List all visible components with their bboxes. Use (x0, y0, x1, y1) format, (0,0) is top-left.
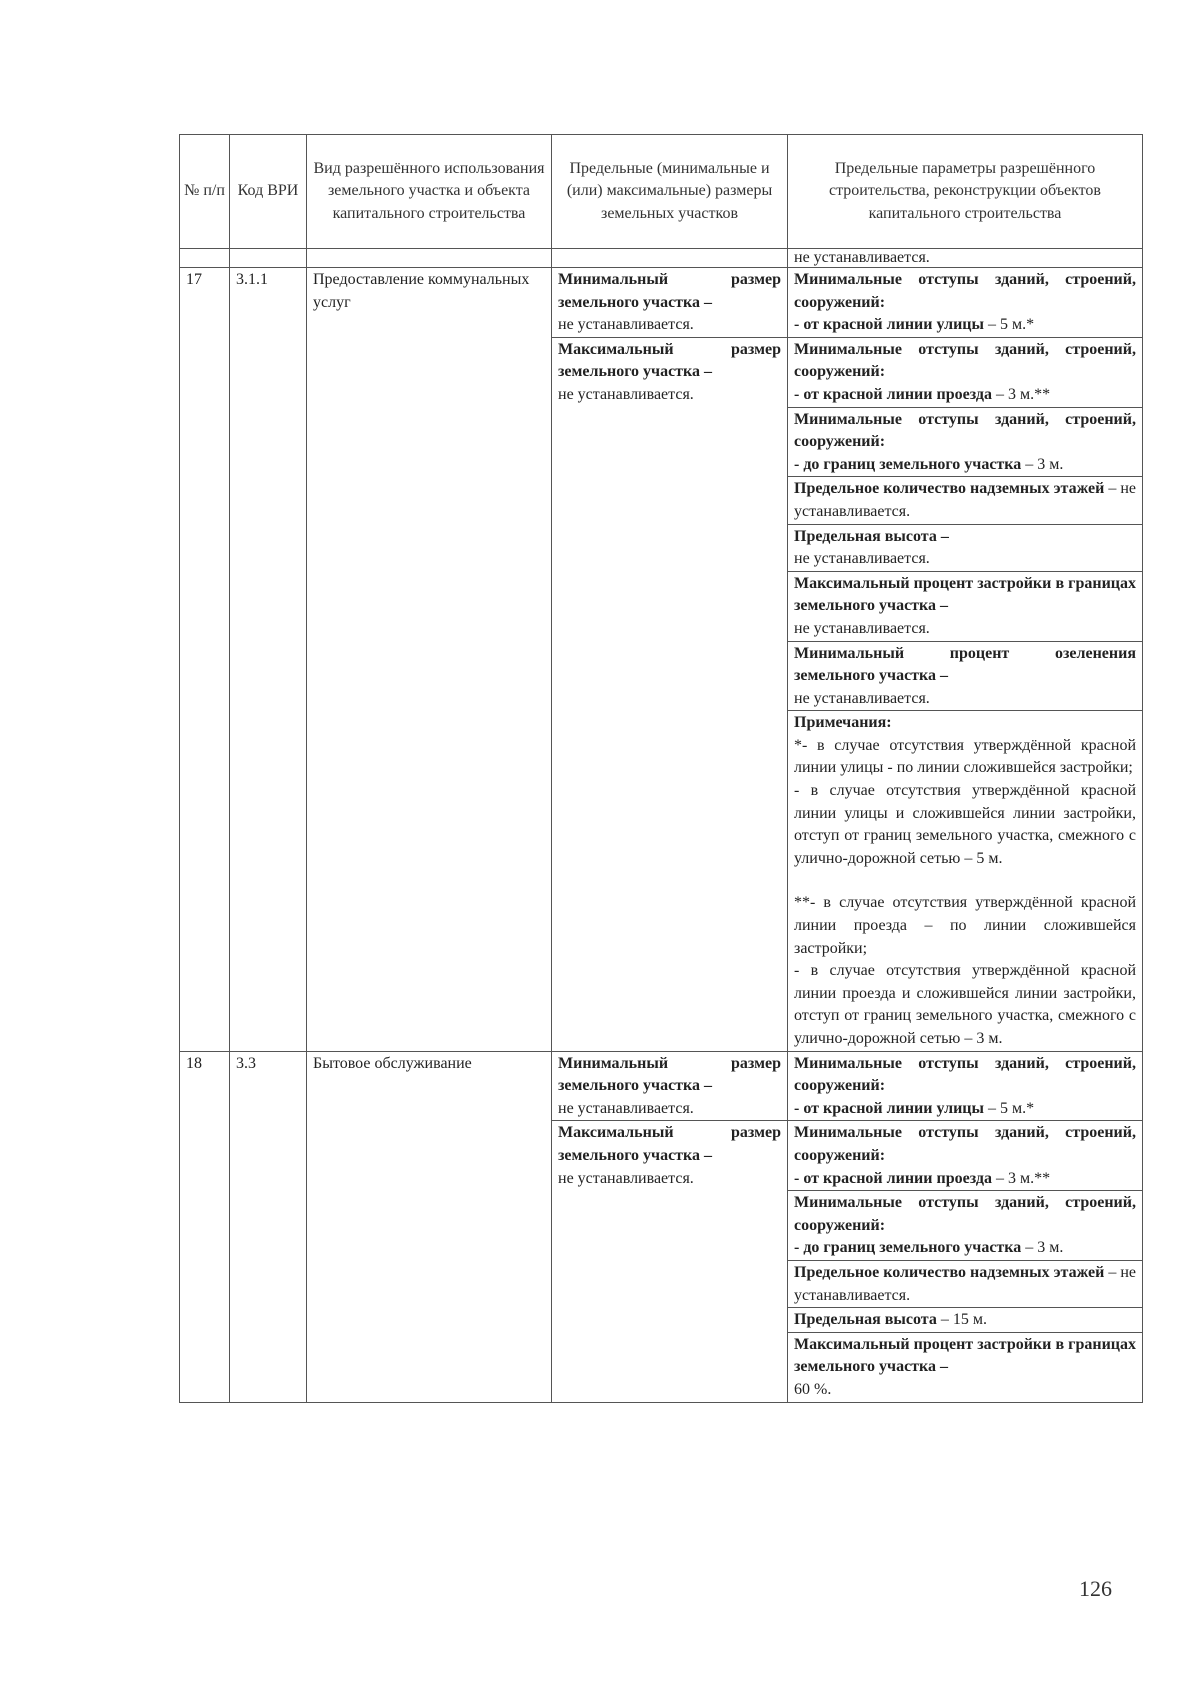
param-cell: Минимальные отступы зданий, строений, сооружений: - от красной линии проезда – 3 м.** (788, 337, 1143, 407)
max-plot-size (552, 337, 788, 1051)
header-num: № п/п (180, 135, 230, 249)
note-text: **- в случае отсутствия утверждённой красной линии проезда – по линии сложившейся застройки; (794, 894, 1136, 957)
note-text: - в случае отсутствия утверждённой красной линии проезда и сложившейся линии застройки, отступ от границ земельного участка, смежного с улично-дорожной сетью – 3 м. (794, 962, 1136, 1047)
notes-cell (788, 711, 1143, 1051)
header-plot-sizes: Предельные (минимальные и (или) максимальные) размеры земельных участков (552, 135, 788, 249)
table-row (180, 1051, 1143, 1121)
min-plot-size (552, 268, 788, 338)
row-use: Предоставление коммунальных услуг (307, 268, 552, 1052)
param-cell: Предельная высота – 15 м. (788, 1308, 1143, 1333)
param-cell: Максимальный процент застройки в границах земельного участка – не устанавливается. (788, 571, 1143, 641)
param-cell: Максимальный процент застройки в границах земельного участка – 60 %. (788, 1332, 1143, 1402)
note-text: *- в случае отсутствия утверждённой красной линии улицы - по линии сложившейся застройки; (794, 736, 1136, 777)
table-header-row (180, 135, 1143, 249)
row-num: 18 (180, 1051, 230, 1402)
header-code: Код ВРИ (230, 135, 307, 249)
min-plot-size: Минимальный размер земельного участка – не устанавливается. (552, 1051, 788, 1121)
param-cell: Предельное количество надземных этажей – не устанавливается. (788, 477, 1143, 524)
param-cell: Предельное количество надземных этажей – не устанавливается. (788, 1260, 1143, 1307)
param-cell: Минимальный процент озеленения земельного участка – не устанавливается. (788, 641, 1143, 711)
header-params: Предельные параметры разрешённого строительства, реконструкции объектов капитального строительства (788, 135, 1143, 249)
page-number: 126 (1079, 1576, 1112, 1601)
max-plot-title: Максимальный размер земельного участка – (558, 340, 781, 381)
param-cell: Минимальные отступы зданий, строений, сооружений: - от красной линии улицы – 5 м.* (788, 268, 1143, 338)
param-cell: Минимальные отступы зданий, строений, сооружений: - до границ земельного участка – 3 м. (788, 407, 1143, 477)
row-code: 3.1.1 (230, 268, 307, 1052)
carryover-row (180, 249, 1143, 268)
carryover-text: не устанавливается. (788, 249, 1143, 268)
param-cell: Предельная высота – не устанавливается. (788, 524, 1143, 571)
param-cell: Минимальные отступы зданий, строений, сооружений: - до границ земельного участка – 3 м. (788, 1191, 1143, 1261)
regulations-table-page (179, 134, 1142, 1403)
header-use: Вид разрешённого использования земельного участка и объекта капитального строительства (307, 135, 552, 249)
min-plot-value: не устанавливается. (558, 316, 694, 334)
table-row (180, 268, 1143, 338)
row-code: 3.3 (230, 1051, 307, 1402)
regulations-table (179, 134, 1143, 1403)
notes-title: Примечания: (794, 714, 892, 732)
max-plot-value: не устанавливается. (558, 385, 694, 403)
param-cell: Минимальные отступы зданий, строений, сооружений: - от красной линии улицы – 5 м.* (788, 1051, 1143, 1121)
param-cell: Минимальные отступы зданий, строений, сооружений: - от красной линии проезда – 3 м.** (788, 1121, 1143, 1191)
row-num: 17 (180, 268, 230, 1052)
min-plot-title: Минимальный размер земельного участка – (558, 271, 781, 311)
max-plot-size: Максимальный размер земельного участка – не устанавливается. (552, 1121, 788, 1402)
note-text: - в случае отсутствия утверждённой красной линии улицы и сложившейся линии застройки, отступ от границ земельного участка, смежного с улично-дорожной сетью – 5 м. (794, 782, 1136, 867)
row-use: Бытовое обслуживание (307, 1051, 552, 1402)
